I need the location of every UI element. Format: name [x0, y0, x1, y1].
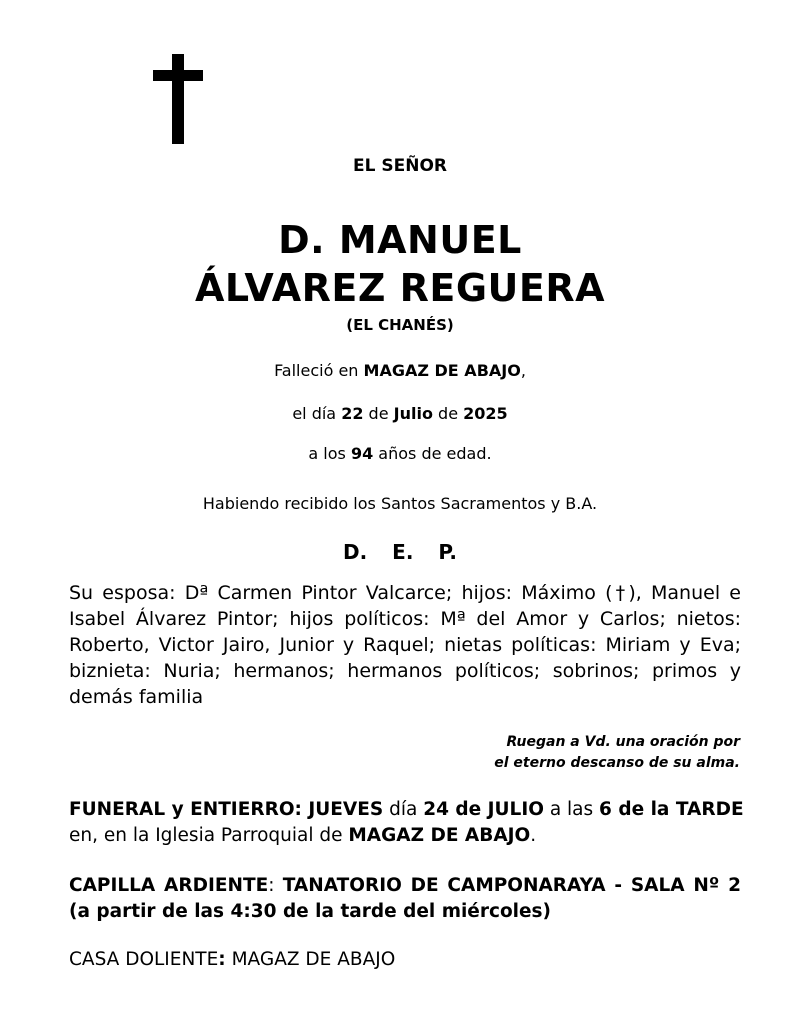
death-place-suffix: , [520, 361, 526, 380]
funeral-text4: . [530, 825, 537, 846]
cross-icon [153, 54, 203, 144]
deceased-nickname: (EL CHANÉS) [346, 316, 454, 334]
death-date-sep2: de [432, 404, 464, 423]
sacraments-line: Habiendo recibido los Santos Sacramentos y B.A. [202, 494, 598, 513]
death-date-line [0, 404, 800, 423]
age-value: 94 [350, 444, 374, 463]
dep-line: D. E. P. [343, 540, 457, 564]
funeral-label: FUNERAL y ENTIERRO: JUEVES [69, 799, 384, 820]
death-day: 22 [341, 404, 364, 423]
funeral-date: 24 de JULIO [423, 799, 544, 820]
casa-label: CASA DOLIENTE [69, 949, 219, 970]
death-place: MAGAZ DE ABAJO [363, 361, 521, 380]
age-suffix: años de edad. [373, 444, 492, 463]
funeral-info [69, 797, 749, 849]
death-date-prefix: el día [292, 404, 342, 423]
death-month: Julio [393, 404, 433, 423]
funeral-text3: en, en la Iglesia Parroquial de [69, 825, 349, 846]
funeral-time: 6 de la TARDE [599, 799, 744, 820]
capilla-sep: : [268, 875, 283, 896]
capilla-text: TANATORIO DE CAMPONARAYA - SALA Nº 2 (a partir de las 4:30 de la tarde del miércoles) [69, 875, 742, 922]
deceased-name-line1: D. MANUEL [278, 218, 522, 262]
age-line [0, 444, 800, 463]
death-year: 2025 [463, 404, 508, 423]
deceased-name-line2: ÁLVAREZ REGUERA [194, 266, 606, 310]
cross-vertical-bar [172, 54, 184, 144]
family-paragraph: Su esposa: Dª Carmen Pintor Valcarce; hijos: Máximo (†), Manuel e Isabel Álvarez Pintor; hijos políticos: Mª del Amor y Carlos; nietos: Roberto, Victor Jairo, Junior y Raquel; nietas políticas: Miriam y Eva; biznieta: Nuria; hermanos; hermanos políticos; sobrinos; primos y demás familia [69, 582, 741, 708]
casa-place: MAGAZ DE ABAJO [225, 949, 396, 970]
funeral-text1: día [383, 799, 424, 820]
prayer-line2: el eterno descanso de su alma. [494, 755, 740, 771]
funeral-place: MAGAZ DE ABAJO [348, 825, 531, 846]
heading-el-senor: EL SEÑOR [353, 156, 447, 176]
death-place-prefix: Falleció en [274, 361, 364, 380]
capilla-ardiente-info [69, 873, 741, 925]
death-place-line [0, 361, 800, 380]
death-date-sep1: de [363, 404, 394, 423]
prayer-request [340, 732, 740, 774]
cross-horizontal-bar [153, 70, 203, 81]
capilla-label: CAPILLA ARDIENTE [69, 875, 269, 896]
age-prefix: a los [308, 444, 351, 463]
casa-sep: : [218, 949, 226, 970]
casa-doliente-info [69, 947, 749, 973]
funeral-text2: a las [543, 799, 600, 820]
prayer-line1: Ruegan a Vd. una oración por [506, 734, 740, 750]
